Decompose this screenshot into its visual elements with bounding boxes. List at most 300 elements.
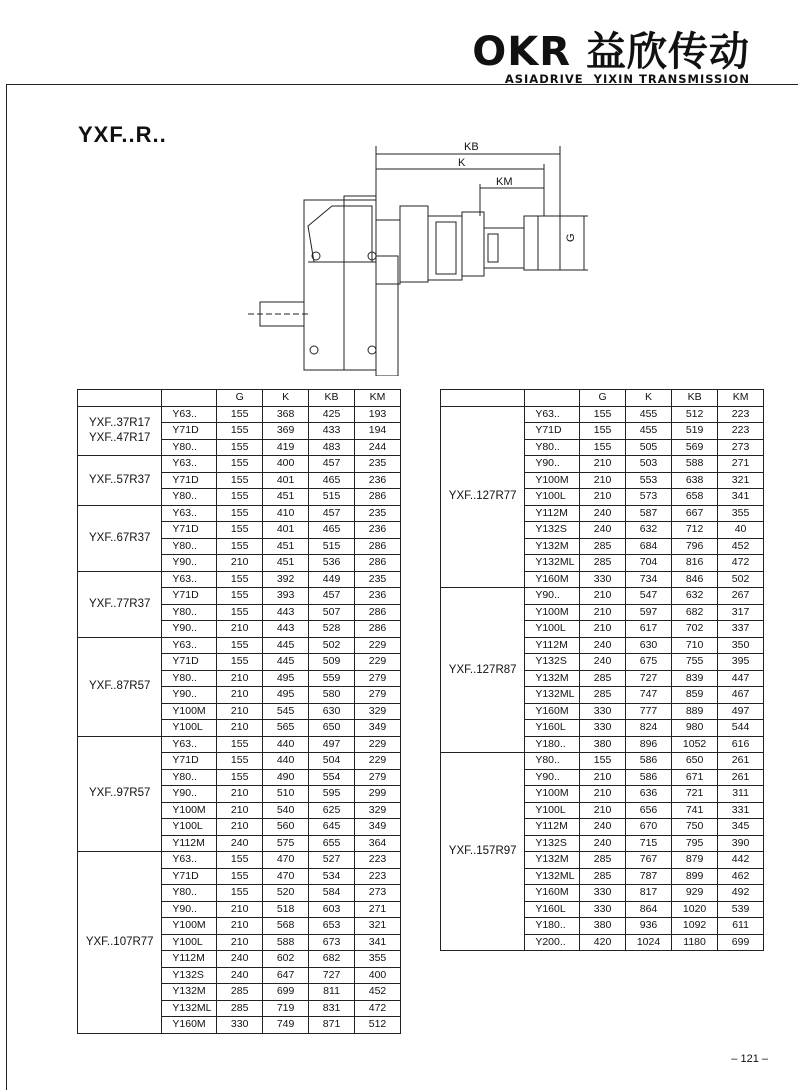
motor-type-cell: Y63.. — [525, 406, 580, 423]
dimension-cell: 210 — [580, 604, 626, 621]
dimension-cell: 595 — [309, 786, 355, 803]
motor-type-cell: Y132ML — [525, 555, 580, 572]
dimension-cell: 210 — [217, 802, 263, 819]
dimension-cell: 1180 — [672, 934, 718, 951]
page-number: – 121 – — [731, 1053, 768, 1065]
motor-type-cell: Y180.. — [525, 918, 580, 935]
dimension-cell: 155 — [217, 637, 263, 654]
motor-type-cell: Y80.. — [162, 489, 217, 506]
dimension-cell: 443 — [263, 621, 309, 638]
dimension-cell: 420 — [580, 934, 626, 951]
dimension-cell: 445 — [263, 637, 309, 654]
dimension-cell: 515 — [309, 489, 355, 506]
dimension-cell: 349 — [355, 819, 401, 836]
dimension-cell: 210 — [217, 703, 263, 720]
dimension-cell: 155 — [580, 406, 626, 423]
dimension-cell: 155 — [217, 538, 263, 555]
motor-type-cell: Y132S — [525, 654, 580, 671]
motor-type-cell: Y71D — [162, 868, 217, 885]
dimension-cell: 650 — [309, 720, 355, 737]
motor-type-cell: Y90.. — [162, 901, 217, 918]
dimension-cell: 586 — [625, 769, 671, 786]
dimension-cell: 684 — [625, 538, 671, 555]
dimension-cell: 329 — [355, 802, 401, 819]
dimension-cell: 279 — [355, 769, 401, 786]
motor-type-cell: Y112M — [525, 637, 580, 654]
left-margin-rule — [6, 84, 7, 1090]
dimension-cell: 240 — [580, 522, 626, 539]
dimension-cell: 210 — [580, 621, 626, 638]
dimension-cell: 452 — [355, 984, 401, 1001]
dimension-cell: 588 — [263, 934, 309, 951]
model-group-label: YXF..157R97 — [441, 753, 525, 951]
dimension-cell: 457 — [309, 456, 355, 473]
model-group-label: YXF..127R77 — [441, 406, 525, 588]
motor-type-cell: Y71D — [162, 423, 217, 440]
motor-type-cell: Y100L — [162, 934, 217, 951]
motor-type-cell: Y132S — [162, 967, 217, 984]
dimension-cell: 472 — [355, 1000, 401, 1017]
dimension-cell: 796 — [672, 538, 718, 555]
dimension-cell: 710 — [672, 637, 718, 654]
dimension-cell: 210 — [217, 687, 263, 704]
logo-cn: 益欣传动 — [586, 29, 750, 75]
dimension-cell: 285 — [217, 984, 263, 1001]
dimension-cell: 155 — [217, 868, 263, 885]
dimension-cell: 155 — [217, 522, 263, 539]
dimension-cell: 1020 — [672, 901, 718, 918]
dimension-cell: 236 — [355, 472, 401, 489]
dimension-cell: 520 — [263, 885, 309, 902]
table-header-row — [78, 390, 401, 407]
dimension-cell: 846 — [672, 571, 718, 588]
dimension-cell: 447 — [718, 670, 764, 687]
dimension-cell: 155 — [217, 736, 263, 753]
dimension-cell: 617 — [625, 621, 671, 638]
dimension-cell: 864 — [625, 901, 671, 918]
dimension-cell: 569 — [672, 439, 718, 456]
model-group-label: YXF..87R57 — [78, 637, 162, 736]
motor-type-cell: Y63.. — [162, 852, 217, 869]
dimension-cell: 650 — [672, 753, 718, 770]
motor-type-cell: Y160L — [525, 901, 580, 918]
dimension-cell: 472 — [718, 555, 764, 572]
motor-type-cell: Y80.. — [162, 885, 217, 902]
page-title: YXF..R.. — [78, 122, 167, 147]
motor-type-cell: Y100L — [162, 720, 217, 737]
dimension-cell: 512 — [355, 1017, 401, 1034]
dimension-cell: 155 — [217, 406, 263, 423]
dimension-cell: 519 — [672, 423, 718, 440]
dimension-cell: 682 — [672, 604, 718, 621]
motor-type-cell: Y80.. — [525, 753, 580, 770]
dimension-cell: 380 — [580, 918, 626, 935]
dimension-cell: 240 — [217, 835, 263, 852]
dimension-cell: 240 — [217, 951, 263, 968]
dimension-cell: 223 — [718, 423, 764, 440]
motor-type-cell: Y180.. — [525, 736, 580, 753]
motor-type-cell: Y132S — [525, 835, 580, 852]
motor-type-cell: Y132M — [525, 538, 580, 555]
motor-type-cell: Y100L — [525, 802, 580, 819]
motor-type-cell: Y100M — [162, 703, 217, 720]
motor-type-cell: Y100M — [162, 802, 217, 819]
table-row — [78, 505, 401, 522]
motor-type-cell: Y90.. — [162, 687, 217, 704]
motor-type-cell: Y200.. — [525, 934, 580, 951]
dimension-cell: 451 — [263, 555, 309, 572]
motor-type-cell: Y80.. — [162, 439, 217, 456]
dimension-cell: 899 — [672, 868, 718, 885]
dimension-cell: 824 — [625, 720, 671, 737]
dimension-cell: 285 — [580, 687, 626, 704]
table-row — [78, 571, 401, 588]
dimension-cell: 741 — [672, 802, 718, 819]
dimension-cell: 544 — [718, 720, 764, 737]
dimension-cell: 273 — [355, 885, 401, 902]
motor-type-cell: Y132ML — [525, 687, 580, 704]
motor-type-cell: Y132M — [162, 984, 217, 1001]
dimension-cell: 286 — [355, 621, 401, 638]
motor-type-cell: Y90.. — [162, 621, 217, 638]
motor-type-cell: Y80.. — [162, 769, 217, 786]
dimension-cell: 321 — [718, 472, 764, 489]
logo-brand: ASIADRIVE — [504, 72, 584, 86]
dimension-cell: 240 — [580, 637, 626, 654]
column-header — [525, 390, 580, 407]
dimension-cell: 675 — [625, 654, 671, 671]
dimension-cell: 329 — [355, 703, 401, 720]
dimension-cell: 929 — [672, 885, 718, 902]
dimension-cell: 210 — [217, 819, 263, 836]
dim-g-label: G — [565, 233, 577, 242]
dimension-cell: 155 — [217, 456, 263, 473]
dimension-cell: 1024 — [625, 934, 671, 951]
dimension-cell: 449 — [309, 571, 355, 588]
company-logo — [472, 29, 750, 86]
dimension-cell: 497 — [718, 703, 764, 720]
dimension-cell: 355 — [355, 951, 401, 968]
dimension-cell: 210 — [217, 934, 263, 951]
dimension-cell: 510 — [263, 786, 309, 803]
dimension-cell: 380 — [580, 736, 626, 753]
dimension-cell: 682 — [309, 951, 355, 968]
motor-type-cell: Y100M — [162, 918, 217, 935]
dimension-cell: 229 — [355, 654, 401, 671]
dimension-cell: 587 — [625, 505, 671, 522]
dimension-cell: 350 — [718, 637, 764, 654]
logo-main: OKR — [472, 29, 572, 75]
dimension-cell: 636 — [625, 786, 671, 803]
dimension-cell: 584 — [309, 885, 355, 902]
dimension-cell: 767 — [625, 852, 671, 869]
dimension-cell: 467 — [718, 687, 764, 704]
dimension-cell: 1092 — [672, 918, 718, 935]
dimension-cell: 462 — [718, 868, 764, 885]
dimension-cell: 505 — [625, 439, 671, 456]
dimension-cell: 193 — [355, 406, 401, 423]
dimension-cell: 539 — [718, 901, 764, 918]
dimension-cell: 155 — [217, 571, 263, 588]
dimension-cell: 419 — [263, 439, 309, 456]
dimension-cell: 393 — [263, 588, 309, 605]
dimension-cell: 457 — [309, 505, 355, 522]
dimension-cell: 630 — [309, 703, 355, 720]
dimension-cell: 210 — [217, 918, 263, 935]
dimension-cell: 311 — [718, 786, 764, 803]
column-header: K — [263, 390, 309, 407]
dimension-cell: 401 — [263, 522, 309, 539]
dimension-cell: 210 — [217, 621, 263, 638]
dimension-cell: 667 — [672, 505, 718, 522]
dimension-cell: 504 — [309, 753, 355, 770]
dimension-cell: 223 — [718, 406, 764, 423]
dimension-cell: 647 — [263, 967, 309, 984]
dimension-cell: 285 — [580, 555, 626, 572]
motor-type-cell: Y160M — [525, 703, 580, 720]
dimension-cell: 597 — [625, 604, 671, 621]
dimension-cell: 497 — [309, 736, 355, 753]
dimension-cell: 433 — [309, 423, 355, 440]
dimension-cell: 451 — [263, 538, 309, 555]
dimension-cell: 712 — [672, 522, 718, 539]
dimension-cell: 653 — [309, 918, 355, 935]
dimension-cell: 390 — [718, 835, 764, 852]
motor-type-cell: Y63.. — [162, 456, 217, 473]
dimension-cell: 285 — [580, 670, 626, 687]
dimension-cell: 330 — [580, 571, 626, 588]
dimension-cell: 750 — [672, 819, 718, 836]
dimension-cell: 451 — [263, 489, 309, 506]
model-group-label: YXF..57R37 — [78, 456, 162, 506]
dimension-cell: 267 — [718, 588, 764, 605]
table-row — [78, 852, 401, 869]
column-header: KB — [309, 390, 355, 407]
dimension-cell: 369 — [263, 423, 309, 440]
dimension-cell: 286 — [355, 538, 401, 555]
column-header — [78, 390, 162, 407]
dimension-cell: 285 — [580, 868, 626, 885]
dimension-cell: 936 — [625, 918, 671, 935]
dimension-cell: 540 — [263, 802, 309, 819]
table-row — [441, 406, 764, 423]
motor-type-cell: Y90.. — [525, 769, 580, 786]
dimension-cell: 702 — [672, 621, 718, 638]
motor-type-cell: Y100M — [525, 786, 580, 803]
motor-type-cell: Y80.. — [162, 538, 217, 555]
dimension-cell: 518 — [263, 901, 309, 918]
dimension-cell: 229 — [355, 736, 401, 753]
dimension-cell: 286 — [355, 555, 401, 572]
dimension-cell: 240 — [580, 819, 626, 836]
dim-km-label: KM — [496, 176, 513, 188]
dimension-cell: 747 — [625, 687, 671, 704]
model-group-label: YXF..37R17 YXF..47R17 — [78, 406, 162, 456]
model-group-label: YXF..67R37 — [78, 505, 162, 571]
motor-type-cell: Y100L — [525, 489, 580, 506]
motor-type-cell: Y90.. — [162, 555, 217, 572]
dimension-cell: 507 — [309, 604, 355, 621]
dimension-cell: 671 — [672, 769, 718, 786]
motor-type-cell: Y71D — [162, 654, 217, 671]
dimension-cell: 565 — [263, 720, 309, 737]
dimension-cell: 240 — [217, 967, 263, 984]
motor-type-cell: Y90.. — [525, 588, 580, 605]
column-header: KM — [718, 390, 764, 407]
dimension-cell: 210 — [580, 456, 626, 473]
motor-type-cell: Y63.. — [162, 637, 217, 654]
model-group-label: YXF..107R77 — [78, 852, 162, 1034]
dimension-cell: 655 — [309, 835, 355, 852]
dimension-cell: 155 — [217, 654, 263, 671]
dimension-cell: 656 — [625, 802, 671, 819]
dimension-cell: 495 — [263, 670, 309, 687]
dimension-cell: 331 — [718, 802, 764, 819]
motor-type-cell: Y71D — [162, 753, 217, 770]
dimension-cell: 368 — [263, 406, 309, 423]
dimension-cell: 889 — [672, 703, 718, 720]
gearmotor-drawing — [248, 136, 588, 376]
dimension-cell: 364 — [355, 835, 401, 852]
table-row — [78, 406, 401, 423]
dimension-cell: 261 — [718, 753, 764, 770]
dimension-cell: 859 — [672, 687, 718, 704]
dimension-cell: 330 — [580, 901, 626, 918]
dimension-cell: 528 — [309, 621, 355, 638]
dimension-cell: 638 — [672, 472, 718, 489]
column-header: KB — [672, 390, 718, 407]
dimension-cell: 568 — [263, 918, 309, 935]
dimension-cell: 457 — [309, 588, 355, 605]
dimension-cell: 719 — [263, 1000, 309, 1017]
motor-type-cell: Y112M — [162, 951, 217, 968]
dimension-cell: 721 — [672, 786, 718, 803]
dimension-cell: 630 — [625, 637, 671, 654]
dimension-cell: 534 — [309, 868, 355, 885]
motor-type-cell: Y100L — [162, 819, 217, 836]
dimension-cell: 210 — [580, 786, 626, 803]
dimension-cell: 330 — [580, 720, 626, 737]
model-group-label: YXF..127R87 — [441, 588, 525, 753]
dimension-cell: 40 — [718, 522, 764, 539]
dimension-cell: 452 — [718, 538, 764, 555]
column-header: KM — [355, 390, 401, 407]
dimension-cell: 817 — [625, 885, 671, 902]
dimension-cell: 210 — [217, 720, 263, 737]
dimension-cell: 831 — [309, 1000, 355, 1017]
dimension-cell: 704 — [625, 555, 671, 572]
table-row — [441, 588, 764, 605]
dimension-cell: 345 — [718, 819, 764, 836]
dimension-cell: 573 — [625, 489, 671, 506]
dimension-cell: 395 — [718, 654, 764, 671]
dimension-cell: 210 — [217, 786, 263, 803]
motor-type-cell: Y160M — [525, 885, 580, 902]
dimension-cell: 229 — [355, 637, 401, 654]
motor-type-cell: Y71D — [525, 423, 580, 440]
dimension-cell: 465 — [309, 472, 355, 489]
dimension-cell: 1052 — [672, 736, 718, 753]
motor-type-cell: Y71D — [162, 522, 217, 539]
dimension-cell: 286 — [355, 489, 401, 506]
model-group-label: YXF..97R57 — [78, 736, 162, 852]
dimension-cell: 155 — [217, 489, 263, 506]
dimension-cell: 699 — [718, 934, 764, 951]
dimension-cell: 285 — [580, 538, 626, 555]
dimension-cell: 611 — [718, 918, 764, 935]
dimension-cell: 321 — [355, 918, 401, 935]
dimension-cell: 210 — [580, 769, 626, 786]
dimension-cell: 586 — [625, 753, 671, 770]
motor-type-cell: Y100M — [525, 604, 580, 621]
dimension-cell: 502 — [718, 571, 764, 588]
dimension-cell: 330 — [580, 885, 626, 902]
motor-type-cell: Y132ML — [162, 1000, 217, 1017]
dimension-cell: 235 — [355, 456, 401, 473]
logo-company: YIXIN TRANSMISSION — [593, 72, 750, 86]
dimension-cell: 527 — [309, 852, 355, 869]
dimension-cell: 235 — [355, 505, 401, 522]
dimension-cell: 410 — [263, 505, 309, 522]
dimension-cell: 236 — [355, 588, 401, 605]
dimension-cell: 155 — [217, 472, 263, 489]
dimension-cell: 755 — [672, 654, 718, 671]
motor-type-cell: Y80.. — [525, 439, 580, 456]
dimension-cell: 236 — [355, 522, 401, 539]
motor-type-cell: Y80.. — [162, 670, 217, 687]
model-group-label: YXF..77R37 — [78, 571, 162, 637]
motor-type-cell: Y160M — [525, 571, 580, 588]
dimension-cell: 155 — [580, 423, 626, 440]
dimension-cell: 210 — [580, 588, 626, 605]
dimension-cell: 515 — [309, 538, 355, 555]
dimension-cell: 240 — [580, 835, 626, 852]
dimension-cell: 575 — [263, 835, 309, 852]
motor-type-cell: Y112M — [525, 505, 580, 522]
dimension-cell: 240 — [580, 654, 626, 671]
dimension-cell: 816 — [672, 555, 718, 572]
dimension-cell: 547 — [625, 588, 671, 605]
dimension-cell: 699 — [263, 984, 309, 1001]
motor-type-cell: Y63.. — [162, 571, 217, 588]
motor-type-cell: Y100L — [525, 621, 580, 638]
dimension-cell: 503 — [625, 456, 671, 473]
dimension-cell: 210 — [580, 489, 626, 506]
dimension-cell: 879 — [672, 852, 718, 869]
dimension-cell: 235 — [355, 571, 401, 588]
motor-type-cell: Y90.. — [162, 786, 217, 803]
motor-type-cell: Y63.. — [162, 406, 217, 423]
dimension-cell: 440 — [263, 753, 309, 770]
dimension-cell: 392 — [263, 571, 309, 588]
dimension-cell: 470 — [263, 868, 309, 885]
dimension-cell: 749 — [263, 1017, 309, 1034]
dimension-cell: 349 — [355, 720, 401, 737]
dimension-cell: 273 — [718, 439, 764, 456]
dimension-cell: 715 — [625, 835, 671, 852]
dimension-cell: 210 — [580, 472, 626, 489]
dimension-cell: 341 — [355, 934, 401, 951]
dimension-cell: 401 — [263, 472, 309, 489]
dimension-cell: 455 — [625, 406, 671, 423]
dimension-cell: 155 — [217, 439, 263, 456]
dimension-cell: 554 — [309, 769, 355, 786]
dimension-cell: 455 — [625, 423, 671, 440]
dimension-cell: 777 — [625, 703, 671, 720]
dimension-cell: 483 — [309, 439, 355, 456]
column-header: G — [217, 390, 263, 407]
dimension-cell: 355 — [718, 505, 764, 522]
